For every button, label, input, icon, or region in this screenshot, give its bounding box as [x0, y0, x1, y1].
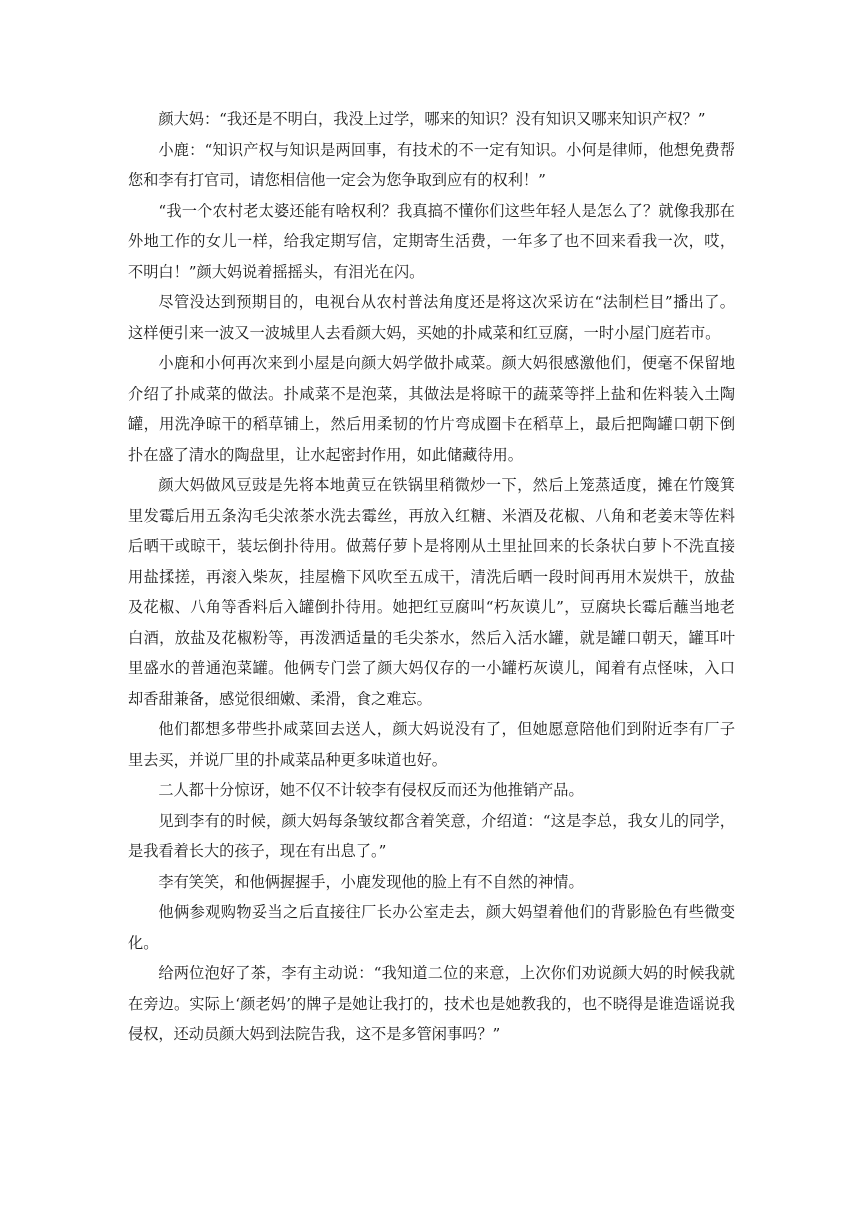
- paragraph-2: 小鹿：“知识产权与知识是两回事，有技术的不一定有知识。小何是律师，他想免费帮您和李有打官司，请您相信他一定会为您争取到应有的权利！”: [128, 140, 735, 189]
- paragraph-10: 李有笑笑，和他俩握握手，小鹿发现他的脸上有不自然的神情。: [158, 872, 584, 891]
- paragraph-11: 他俩参观购物妥当之后直接往厂长办公室走去，颜大妈望着他们的背影脸色有些微变化。: [128, 903, 735, 952]
- paragraph-5: 小鹿和小何再次来到小屋是向颜大妈学做扑咸菜。颜大妈很感激他们，便毫不保留地介绍了扑咸菜的做法。扑咸菜不是泡菜，其做法是将晾干的蔬菜等拌上盐和佐料装入土陶罐，用洗净晾干的稻草铺上，然后用柔韧的竹片弯成圈卡在稻草上，最后把陶罐口朝下倒扑在盛了清水的陶盘里，让水起密封作用，如此储藏待用。: [128, 354, 735, 464]
- paragraph-3: “我一个农村老太婆还能有啥权利？我真搞不懂你们这些年轻人是怎么了？就像我那在外地工作的女儿一样，给我定期写信，定期寄生活费，一年多了也不回来看我一次，哎，不明白！”颜大妈说着摇摇头，有泪光在闪。: [128, 201, 735, 281]
- paragraph-1: 颜大妈：“我还是不明白，我没上过学，哪来的知识？没有知识又哪来知识产权？”: [158, 110, 706, 128]
- paragraph-6: 颜大妈做风豆豉是先将本地黄豆在铁锅里稍微炒一下，然后上笼蒸适度，摊在竹篾箕里发霉后用五条沟毛尖浓茶水洗去霉丝，再放入红糖、米酒及花椒、八角和老姜末等佐料后晒干或晾干，装坛倒扑待用。做蔫仔萝卜是将刚从土里扯回来的长条状白萝卜不洗直接用盐揉搓，再滚入柴灰，挂屋檐下风吹至五成干，清洗后晒一段时间再用木炭烘干，放盐及花椒、八角等香料后入罐倒扑待用。她把红豆腐叫“朽灰谟儿”，豆腐块长霉后蘸当地老白酒，放盐及花椒粉等，再泼洒适量的毛尖茶水，然后入活水罐，就是罐口朝天，罐耳叶里盛水的普通泡菜罐。他俩专门尝了颜大妈仅存的一小罐朽灰谟儿，闻着有点怪味，入口却香甜兼备，感觉很细嫩、柔滑，食之难忘。: [128, 476, 735, 708]
- paragraph-12: 给两位泡好了茶，李有主动说：“我知道二位的来意，上次你们劝说颜大妈的时候我就在旁边。实际上‘颜老妈’的牌子是她让我打的，技术也是她教我的，也不晓得是谁造谣说我侵权，还动员颜大妈到法院告我，这不是多管闲事吗？”: [128, 964, 735, 1043]
- paragraph-9: 见到李有的时候，颜大妈每条皱纹都含着笑意，介绍道：“这是李总，我女儿的同学，是我看着长大的孩子，现在有出息了。”: [128, 811, 735, 860]
- paragraph-7: 他们都想多带些扑咸菜回去送人，颜大妈说没有了，但她愿意陪他们到附近李有厂子里去买，并说厂里的扑咸菜品种更多味道也好。: [128, 720, 735, 769]
- paragraph-4: 尽管没达到预期目的，电视台从农村普法角度还是将这次采访在“法制栏目”播出了。这样便引来一波又一波城里人去看颜大妈，买她的扑咸菜和红豆腐，一时小屋门庭若市。: [128, 293, 735, 342]
- paragraph-8: 二人都十分惊讶，她不仅不计较李有侵权反而还为他推销产品。: [158, 781, 584, 799]
- article-body: [128, 104, 735, 1050]
